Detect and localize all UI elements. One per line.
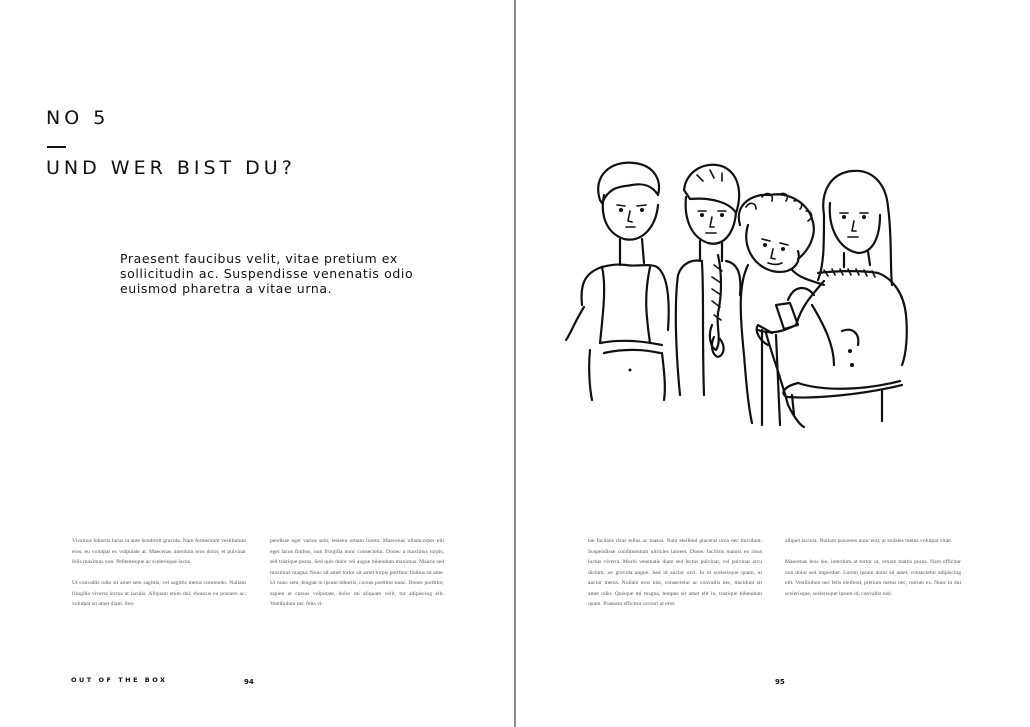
illustration-svg — [562, 155, 922, 440]
figure-woman-2 — [676, 165, 741, 395]
body-column-4 — [785, 536, 961, 599]
figure-woman-3 — [739, 193, 824, 427]
figure-woman-4 — [783, 171, 906, 421]
page-title: UND WER BIST DU? — [46, 157, 296, 179]
line-drawing-four-women-illustration — [562, 155, 922, 440]
title-divider — [47, 146, 66, 148]
lead-paragraph: Praesent faucibus velit, vitae pretium ex sollicitudin ac. Suspendisse venenatis odio euismod pharetra a vitae urna. — [120, 251, 414, 296]
body-paragraph: Vivamus lobortis lacus ut ante hendrerit gravida. Nam fermentum vestibulum eros, eu volutpat ex vulputate at. Maecenas interdum eros dolor, et pulvinar felis maximus non. Pellentesque ac scelerisque lacus. — [72, 538, 246, 565]
page-number-right: 95 — [775, 678, 785, 686]
left-page — [0, 0, 514, 727]
body-column-2 — [270, 536, 444, 610]
right-page — [516, 0, 1030, 727]
body-paragraph: pendisse eget varius sem, tesieeu ornam lorem. Maecenas ullamcorper elit eget lacus finibus, non fringilla nunc consectetur. Donec a maximus turpis, sed tristique purus. Sed quis dolor vel augue bibendum maximus. Mauris sed maximus magna. Nunc sit amet tortor sit amet turpis porttitor finibus sit ame. Ut nunc sem, feugiat in ipsum lobortis, cursus porttitor nunc. Donec porttitor, sapien at cursus vulputate, dolor mi aliquam velit, tur adipiscing elit. Vestibulum nec felis vi- — [270, 538, 444, 607]
body-column-1 — [72, 536, 246, 610]
body-paragraph: aliquet lacinia. Nullam posueres nunc erat, at sodales metus volutpat vitae. — [785, 538, 952, 544]
figure-woman-1 — [566, 163, 669, 400]
body-paragraph: Maecenas leos leo, interdum at tortor ut, ornare mattis purus. Nam efficitur non dolor sed imperdiet. Lorem ipsum dolor sit amet, consectetur adipiscing elit. Vestibulum nec felis eleifend, pretium metus nec, rutrum ex. Nunc in dui scelerisque, scelerisque ipsum id, convallis nisl. — [785, 559, 961, 597]
body-paragraph: Ut convallis odio sit amet sem sagittis, vel sagittis metus commodo. Nullam fringilla viverra lectus at iaculis. Aliquam enim dui, rhoncus eu posuere ac, volutpat sit amet diam. Sus- — [72, 580, 246, 607]
issue-label: NO 5 — [46, 107, 110, 129]
page-number-left: 94 — [244, 678, 254, 686]
body-column-3 — [588, 536, 762, 610]
body-paragraph: tae facilisis risus tellus ac massa. Nam eleifend placerat urna nec tincidunt. Suspendisse condimentum ultricies laoreet. Donec facilisis mauris eu risus luctus viverra. Morbi venenatis diam sed lectus pulvinar, vel pulvinar arcu dictum. ue gravida augue. Sed id auctor orci. In ut scelerisque quam, ut auctor metus. Nullam eros nisi, consectetur ac convallis nec, tincidunt sit amet odio. Quisque mi magna, tempus sit amet elit in, tristique bibendum quam. Praesent efficitur orcsari ut eros — [588, 538, 762, 607]
magazine-name: OUT OF THE BOX — [71, 676, 168, 684]
